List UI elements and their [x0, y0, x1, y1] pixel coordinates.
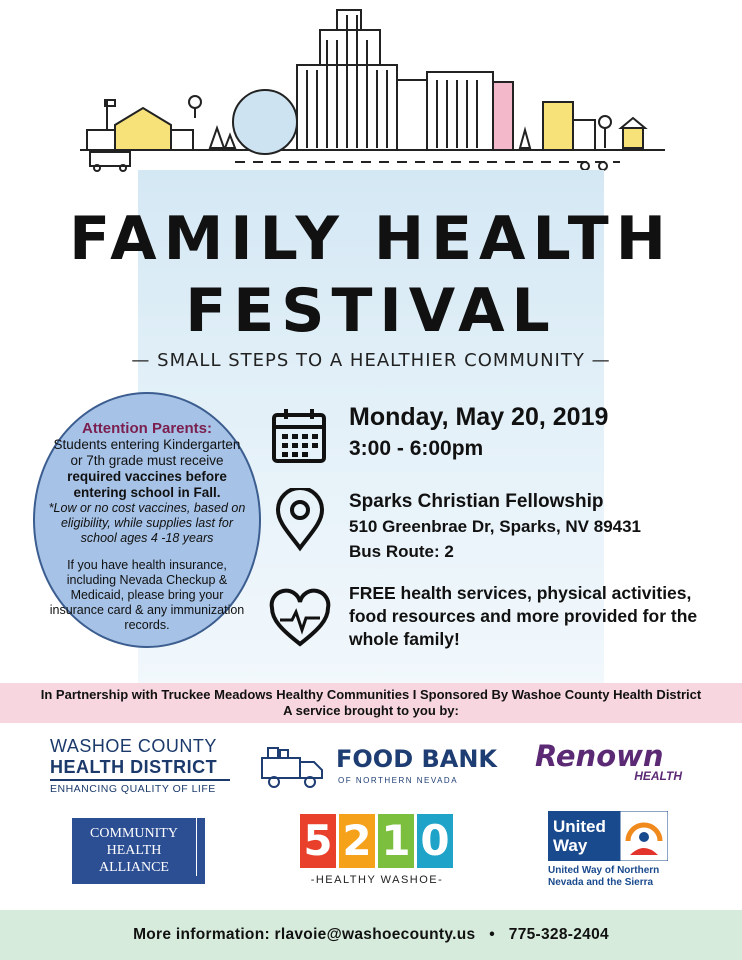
- title-line-1: FAMILY HEALTH: [69, 204, 673, 274]
- partnership-text: In Partnership with Truckee Meadows Healthy Communities I Sponsored By Washoe County Health District: [40, 687, 702, 702]
- renown-sub: HEALTH: [634, 769, 682, 783]
- contact-info: More information: rlavoie@washoecounty.us • 775-328-2404: [133, 926, 609, 943]
- tile-2: 2: [339, 814, 375, 868]
- wchd-line-2: HEALTH DISTRICT: [50, 757, 230, 781]
- uw-sub-1: United Way of Northern: [548, 865, 660, 876]
- wchd-line-3: ENHANCING QUALITY OF LIFE: [50, 783, 216, 795]
- 5210-healthy-washoe-logo: [300, 814, 454, 896]
- cha-line-1: COMMUNITY: [90, 826, 178, 841]
- uw-line-2: Way: [553, 836, 588, 855]
- cha-line-3: ALLIANCE: [99, 860, 169, 875]
- foodbank-name: FOOD BANK: [336, 745, 498, 773]
- location-pin-icon: [268, 488, 332, 552]
- renown-health-logo: [535, 739, 715, 799]
- tile-1: 1: [378, 814, 414, 868]
- contact-footer: [0, 910, 742, 960]
- partnership-band: [0, 683, 742, 723]
- bus-route: Bus Route: 2: [349, 542, 454, 561]
- venue-name: Sparks Christian Fellowship: [349, 491, 604, 512]
- attention-heading: Attention Parents:: [81, 420, 212, 437]
- wchd-line-1: WASHOE COUNTY: [50, 736, 217, 756]
- truck-icon: [258, 744, 330, 790]
- title-line-2: FESTIVAL: [185, 276, 557, 346]
- food-bank-logo: [258, 742, 498, 792]
- uw-sub-2: Nevada and the Sierra: [548, 877, 654, 888]
- event-date: Monday, May 20, 2019: [349, 403, 609, 431]
- event-location: [349, 489, 641, 564]
- notice-required: required vaccines before entering school in Fall.: [67, 469, 227, 500]
- tagline: — SMALL STEPS TO A HEALTHIER COMMUNITY —: [131, 350, 611, 371]
- notice-insurance: If you have health insurance, including Nevada Checkup & Medicaid, please bring your insurance card & any immunization records.: [49, 558, 245, 632]
- united-way-hand-icon: [620, 811, 668, 861]
- venue-address: 510 Greenbrae Dr, Sparks, NV 89431: [349, 517, 642, 536]
- attention-notice: [33, 392, 261, 648]
- tile-0: 0: [417, 814, 453, 868]
- tile-5: 5: [300, 814, 336, 868]
- renown-name: Renown: [535, 739, 664, 773]
- united-way-wordmark: [548, 811, 620, 861]
- heart-pulse-icon: [268, 588, 332, 652]
- event-services: FREE health services, physical activities, food resources and more provided for the whole family!: [349, 583, 698, 649]
- foodbank-sub: OF NORTHERN NEVADA: [338, 776, 459, 785]
- event-time: 3:00 - 6:00pm: [349, 437, 484, 460]
- united-way-logo: [548, 811, 668, 893]
- notice-text: Students entering Kindergarten or 7th grade must receive: [53, 437, 241, 468]
- cha-line-2: HEALTH: [106, 843, 162, 858]
- calendar-icon: [268, 405, 332, 469]
- washoe-county-health-district-logo: [50, 736, 230, 796]
- uw-line-1: United: [553, 817, 606, 836]
- community-health-alliance-logo: [72, 818, 205, 884]
- notice-note: *Low or no cost vaccines, based on eligibility, while supplies last for school ages 4 -18 years: [48, 501, 246, 545]
- service-text: A service brought to you by:: [283, 703, 459, 718]
- 5210-tag: -HEALTHY WASHOE-: [310, 874, 444, 886]
